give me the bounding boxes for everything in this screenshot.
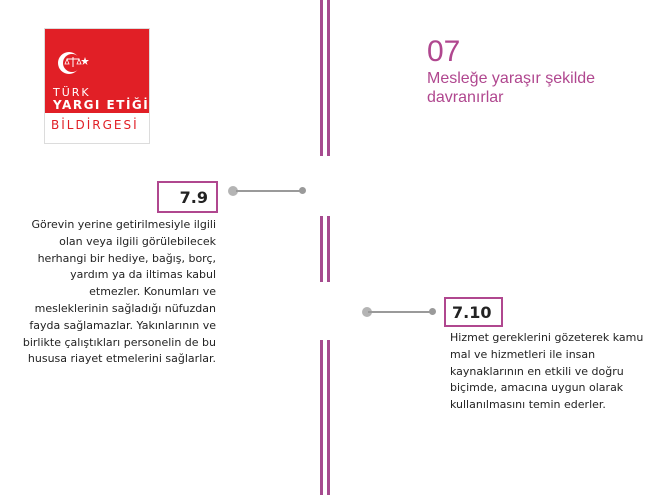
timeline-line-top-left bbox=[320, 0, 323, 156]
item-text-7-10: Hizmet gereklerini gözeterek kamu mal ve hizmetleri ile insan kaynaklarının en etkili ve doğru biçimde, amacına uygun olarak kullanılmasını temin ederler. bbox=[450, 331, 644, 412]
item-text-7-9: Görevin yerine getirilmesiyle ilgili olan veya ilgili görülebilecek herhangi bir hediye, bağış, borç, yardım ya da iltimas kabul etmezler. Konumları ve mesleklerinin sağladığı nüfuzdan fayda sağlamazlar. Yakınlarının ve birlikte çalıştıkları personelin de bu hususa riayet etmelerini sağlarlar. bbox=[22, 218, 216, 366]
connector-end-dot-7-10 bbox=[429, 308, 436, 315]
logo-text-turk: TÜRK bbox=[53, 86, 91, 99]
logo-text-bildirgesi: BİLDİRGESİ bbox=[51, 118, 139, 132]
connector-end-dot-7-9 bbox=[299, 187, 306, 194]
item-number-box-7-10: 7.10 bbox=[444, 297, 503, 327]
timeline-line-bottom-right bbox=[327, 340, 330, 495]
timeline-line-bottom-left bbox=[320, 340, 323, 495]
timeline-line-mid-right bbox=[327, 216, 330, 282]
timeline-line-top-right bbox=[327, 0, 330, 156]
logo-text-yargi-etigi: YARGI ETİĞİ bbox=[53, 98, 150, 112]
timeline-line-mid-left bbox=[320, 216, 323, 282]
crescent-star-scale-icon bbox=[55, 49, 89, 77]
item-number-box-7-9: 7.9 bbox=[157, 181, 218, 213]
turk-yargi-etigi-logo bbox=[44, 28, 150, 144]
connector-line-7-9 bbox=[236, 190, 302, 192]
section-number: 07 bbox=[427, 35, 461, 68]
connector-line-7-10 bbox=[368, 311, 432, 313]
section-title: Mesleğe yaraşır şekilde davranırlar bbox=[427, 70, 596, 106]
